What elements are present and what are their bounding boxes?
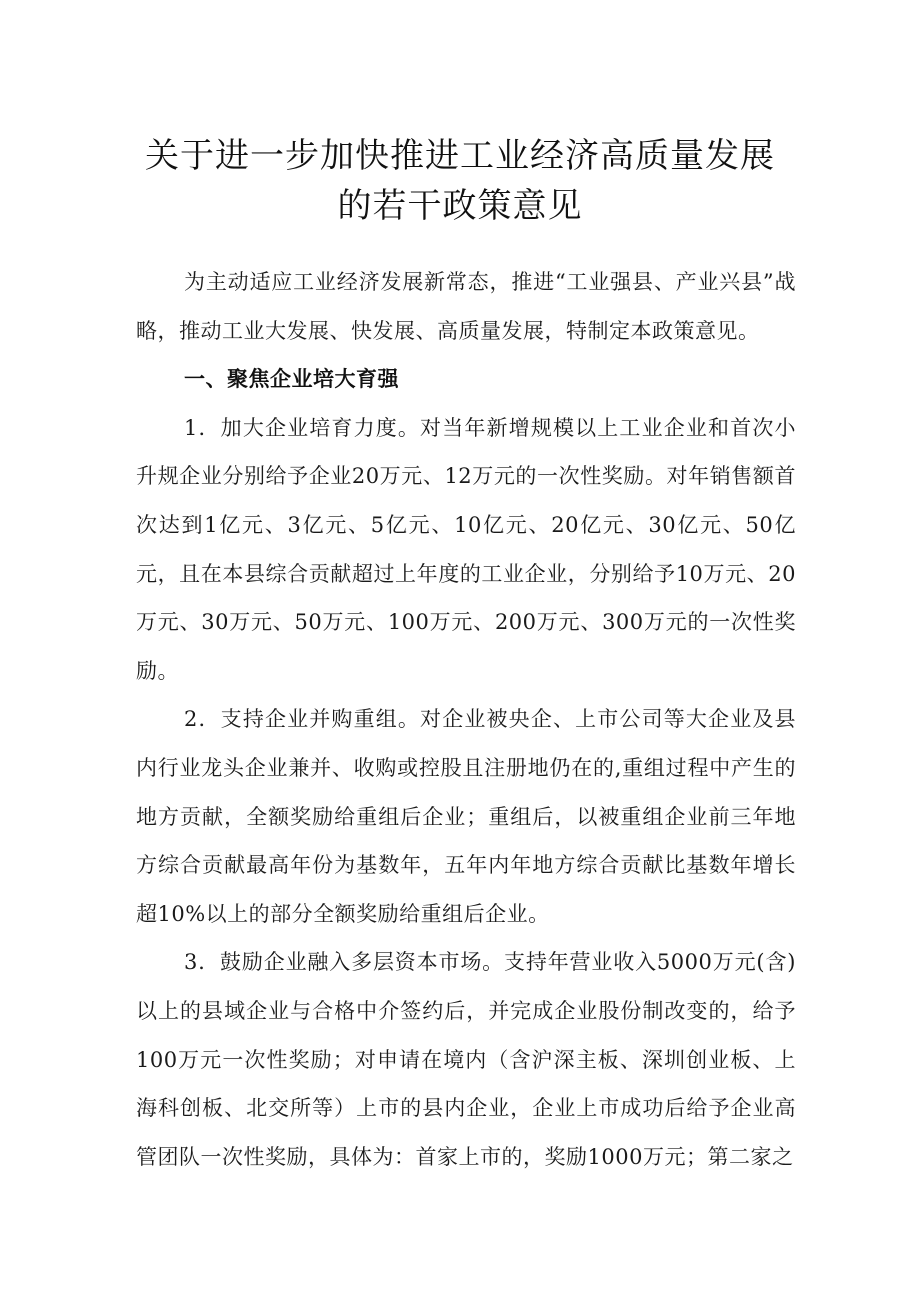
policy-item-2: 2．支持企业并购重组。对企业被央企、上市公司等大企业及县内行业龙头企业兼并、收购或控股且注册地仍在的,重组过程中产生的地方贡献，全额奖励给重组后企业；重组后，以被重组企业前三年地方综合贡献最高年份为基数年，五年内年地方综合贡献比基数年增长超10%以上的部分全额奖励给重组后企业。: [136, 707, 796, 926]
intro-paragraph: 为主动适应工业经济发展新常态，推进“工业强县、产业兴县”战略，推动工业大发展、快发展、高质量发展，特制定本政策意见。: [136, 270, 796, 343]
document-body: [136, 258, 796, 1181]
document-title-line-1: 关于进一步加快推进工业经济高质量发展: [145, 136, 775, 176]
section-heading-1: 一、聚焦企业培大育强: [184, 367, 399, 392]
policy-item-3: 3．鼓励企业融入多层资本市场。支持年营业收入5000万元(含)以上的县域企业与合格中介签约后，并完成企业股份制改变的，给予100万元一次性奖励；对申请在境内（含沪深主板、深圳创业板、上海科创板、北交所等）上市的县内企业，企业上市成功后给予企业高管团队一次性奖励，具体为：首家上市的，奖励1000万元；第二家之: [136, 950, 796, 1169]
policy-item-1: 1．加大企业培育力度。对当年新增规模以上工业企业和首次小升规企业分别给予企业20万元、12万元的一次性奖励。对年销售额首次达到1亿元、3亿元、5亿元、10亿元、20亿元、30亿元、50亿元，且在本县综合贡献超过上年度的工业企业，分别给予10万元、20万元、30万元、50万元、100万元、200万元、300万元的一次性奖励。: [136, 415, 796, 683]
document-title-line-2: 的若干政策意见: [337, 186, 583, 226]
